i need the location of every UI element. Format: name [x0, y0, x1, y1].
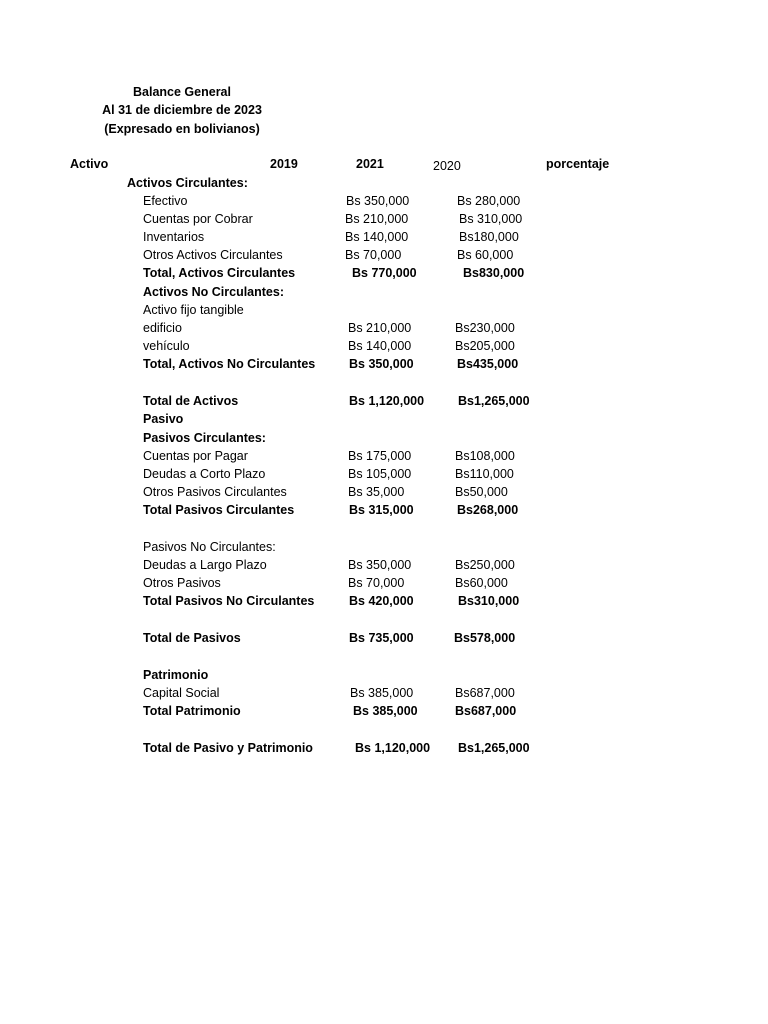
row-value-col1: Bs 140,000: [348, 339, 412, 353]
row-value-col2: Bs205,000: [455, 339, 515, 353]
row-total-col1: Bs 315,000: [349, 503, 414, 517]
row-value-col2: Bs50,000: [455, 485, 508, 499]
row-label: Deudas a Largo Plazo: [143, 558, 267, 572]
row-value-col1: Bs 385,000: [350, 686, 414, 700]
row-label: Inventarios: [143, 230, 205, 244]
report-date: Al 31 de diciembre de 2023: [102, 103, 262, 117]
row-label: Otros Pasivos: [143, 576, 221, 590]
row-total-label: Total, Activos Circulantes: [143, 266, 296, 280]
row-total-col2: Bs435,000: [457, 357, 519, 371]
row-value-col1: Bs 210,000: [345, 212, 409, 226]
row-value-col2: Bs 280,000: [457, 194, 521, 208]
row-label: Efectivo: [143, 194, 188, 208]
row-value-col1: Bs 210,000: [348, 321, 412, 335]
row-label: Otros Activos Circulantes: [143, 248, 283, 262]
row-label: Cuentas por Cobrar: [143, 212, 253, 226]
row-total-label: Total de Pasivos: [143, 631, 241, 645]
row-total-col2: Bs268,000: [457, 503, 519, 517]
column-header-2020: 2020: [433, 159, 461, 173]
row-label: Deudas a Corto Plazo: [143, 467, 266, 481]
row-total-label: Total de Activos: [143, 394, 239, 408]
row-value-col1: Bs 70,000: [348, 576, 405, 590]
row-total-col2: Bs310,000: [458, 594, 520, 608]
section-heading: Patrimonio: [143, 668, 209, 682]
row-value-col2: Bs 60,000: [457, 248, 514, 262]
row-total-label: Total de Pasivo y Patrimonio: [143, 741, 313, 755]
column-header-activo: Activo: [70, 157, 109, 171]
row-value-col2: Bs60,000: [455, 576, 508, 590]
row-value-col2: Bs687,000: [455, 686, 515, 700]
row-total-col1: Bs 385,000: [353, 704, 418, 718]
subsection-label: Activo fijo tangible: [143, 303, 244, 317]
row-value-col2: Bs230,000: [455, 321, 515, 335]
row-value-col1: Bs 105,000: [348, 467, 412, 481]
column-header-2021: 2021: [356, 157, 384, 171]
row-value-col1: Bs 140,000: [345, 230, 409, 244]
section-heading: Activos Circulantes:: [127, 176, 248, 190]
row-value-col1: Bs 70,000: [345, 248, 402, 262]
section-heading: Activos No Circulantes:: [143, 285, 285, 299]
row-total-label: Total Pasivos Circulantes: [143, 503, 295, 517]
section-heading: Pasivos No Circulantes:: [143, 540, 276, 554]
report-title: Balance General: [133, 85, 231, 99]
row-value-col1: Bs 35,000: [348, 485, 405, 499]
row-value-col2: Bs180,000: [459, 230, 519, 244]
row-total-col1: Bs 1,120,000: [355, 741, 431, 755]
row-label: Capital Social: [143, 686, 220, 700]
row-value-col2: Bs108,000: [455, 449, 515, 463]
row-value-col1: Bs 175,000: [348, 449, 412, 463]
row-total-col1: Bs 1,120,000: [349, 394, 425, 408]
row-total-label: Total, Activos No Circulantes: [143, 357, 316, 371]
row-total-col1: Bs 420,000: [349, 594, 414, 608]
row-total-label: Total Pasivos No Circulantes: [143, 594, 315, 608]
row-total-col2: Bs578,000: [454, 631, 516, 645]
row-value-col1: Bs 350,000: [348, 558, 412, 572]
row-total-col1: Bs 350,000: [349, 357, 414, 371]
section-heading: Pasivo: [143, 412, 184, 426]
column-header-2019: 2019: [270, 157, 298, 171]
row-total-col1: Bs 735,000: [349, 631, 414, 645]
row-label: edificio: [143, 321, 182, 335]
row-total-col2: Bs1,265,000: [458, 741, 530, 755]
report-currency-note: (Expresado en bolivianos): [104, 122, 260, 136]
section-heading: Pasivos Circulantes:: [143, 431, 266, 445]
row-total-col2: Bs1,265,000: [458, 394, 530, 408]
row-total-col2: Bs830,000: [463, 266, 525, 280]
row-total-col2: Bs687,000: [455, 704, 517, 718]
row-value-col2: Bs110,000: [455, 467, 514, 481]
row-value-col2: Bs 310,000: [459, 212, 523, 226]
row-value-col1: Bs 350,000: [346, 194, 410, 208]
row-label: Cuentas por Pagar: [143, 449, 248, 463]
row-label: vehículo: [143, 339, 190, 353]
row-total-col1: Bs 770,000: [352, 266, 417, 280]
row-value-col2: Bs250,000: [455, 558, 515, 572]
row-label: Otros Pasivos Circulantes: [143, 485, 287, 499]
row-total-label: Total Patrimonio: [143, 704, 241, 718]
column-header-percentage: porcentaje: [546, 157, 610, 171]
